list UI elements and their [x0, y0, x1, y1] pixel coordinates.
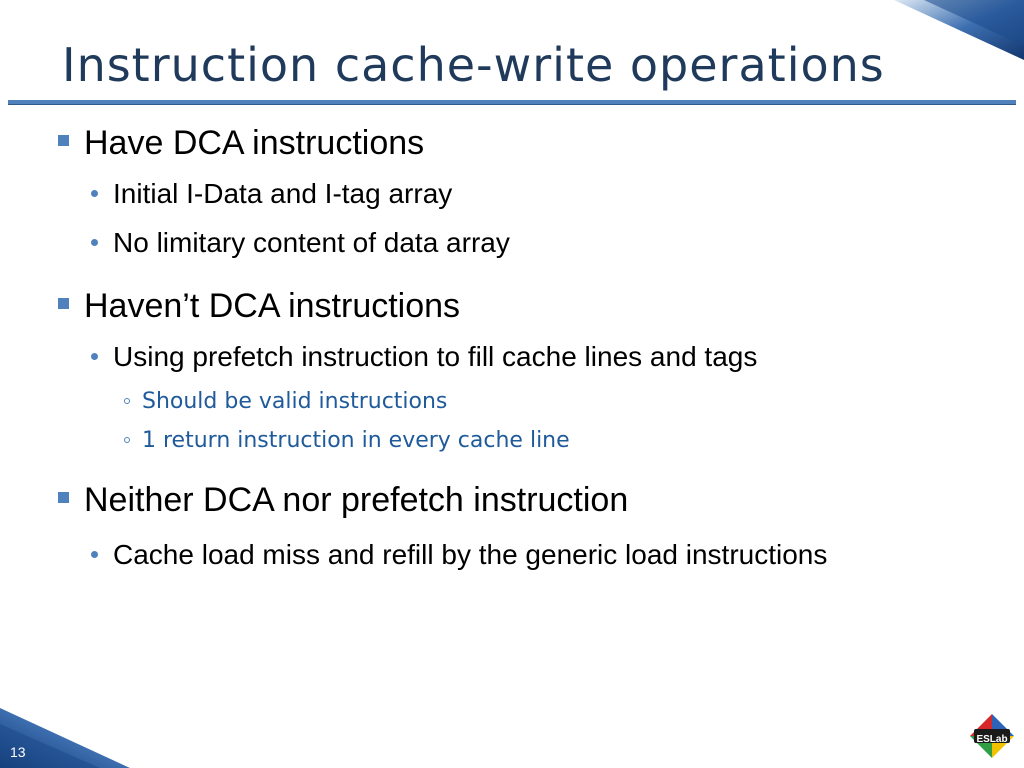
ring-bullet-icon	[124, 398, 130, 404]
bullet-level1	[84, 481, 628, 520]
page-number: 13	[10, 744, 26, 760]
bullet-text: Neither DCA nor prefetch instruction	[84, 481, 629, 519]
bullet-text: Using prefetch instruction to fill cache lines and tags	[113, 341, 758, 372]
slide-title: Instruction cache-write operations	[62, 38, 885, 92]
bullet-text: 1 return instruction in every cache line	[142, 428, 570, 453]
bullet-level1	[84, 124, 424, 163]
dot-bullet-icon	[91, 190, 98, 197]
bullet-level2	[113, 535, 873, 575]
bullet-text: Should be valid instructions	[142, 389, 448, 414]
logo-text: ESLab	[976, 734, 1008, 745]
dot-bullet-icon	[91, 239, 98, 246]
bullet-level1	[84, 287, 460, 326]
bullet-level3	[142, 428, 570, 453]
bullet-level2	[113, 227, 510, 259]
square-bullet-icon	[58, 298, 69, 309]
bullet-text: No limitary content of data array	[113, 227, 510, 258]
ring-bullet-icon	[124, 437, 130, 443]
square-bullet-icon	[58, 135, 69, 146]
bullet-level3	[142, 389, 447, 414]
dot-bullet-icon	[91, 353, 98, 360]
bullet-level2	[113, 178, 452, 210]
bullet-text: Cache load miss and refill by the generic load instructions	[113, 539, 828, 570]
square-bullet-icon	[58, 492, 69, 503]
dot-bullet-icon	[91, 551, 98, 558]
bullet-level2	[113, 341, 757, 373]
bullet-text: Have DCA instructions	[84, 124, 425, 162]
bullet-text: Initial I-Data and I-tag array	[113, 178, 453, 209]
bullet-text: Haven’t DCA instructions	[84, 287, 461, 325]
